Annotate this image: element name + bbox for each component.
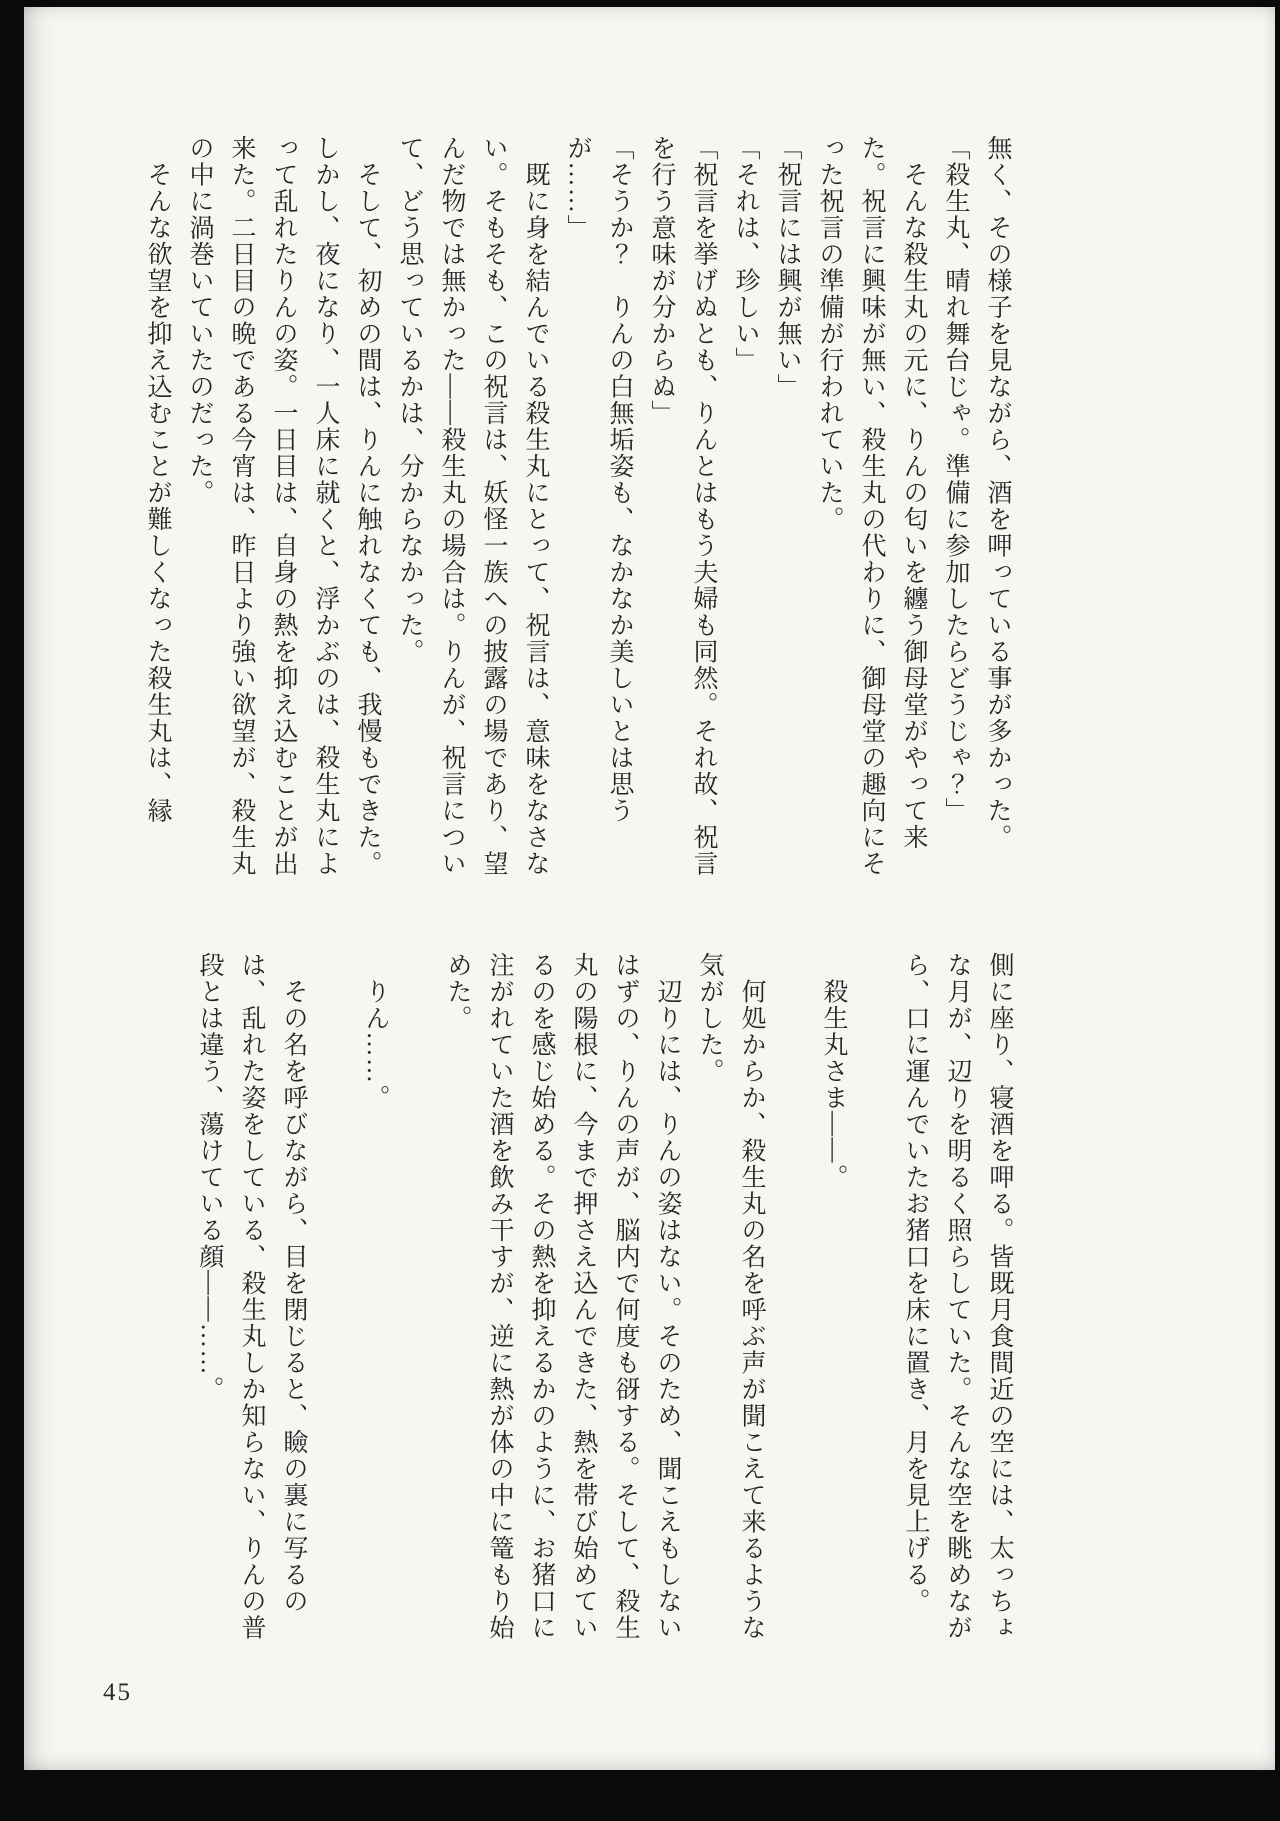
- paragraph: 何処からか、殺生丸の名を呼ぶ声が聞こえて来るような気がした。: [696, 952, 765, 1641]
- paragraph-dialogue: 「殺生丸、晴れ舞台じゃ。準備に参加したらどうじゃ？」: [942, 135, 969, 824]
- paragraph-monologue: りん……。: [362, 952, 389, 1111]
- page-number: 45: [103, 1679, 132, 1706]
- paragraph-dialogue: 「祝言には興が無い」: [774, 135, 801, 400]
- paragraph: 辺りには、りんの姿はない。そのため、聞こえもしないはずの、りんの声が、脳内で何度も谺する。そして、殺生丸の陽根に、今まで押さえ込んできた、熱を帯び始めているのを感じ始める。その熱を抑えるかのように、お猪口に注がれていた酒を飲み干すが、逆に熱が体の中に篭もり始めた。: [444, 952, 681, 1641]
- paragraph-dialogue: 「祝言を挙げぬとも、りんとはもう夫婦も同然。それ故、祝言を行う意味が分からぬ」: [648, 135, 717, 877]
- paragraph: 側に座り、寝酒を呷る。皆既月食間近の空には、太っちょな月が、辺りを明るく照らしていた。そんな空を眺めながら、口に運んでいたお猪口を床に置き、月を見上げる。: [902, 952, 1013, 1641]
- paragraph: 既に身を結んでいる殺生丸にとって、祝言は、意味をなさない。そもそも、この祝言は、妖怪一族への披露の場であり、望んだ物では無かった——殺生丸の場合は。りんが、祝言について、どう思っているかは、分からなかった。: [396, 135, 549, 877]
- paragraph: そんな欲望を抑え込むことが難しくなった殺生丸は、縁: [144, 135, 171, 824]
- paragraph: その名を呼びながら、目を閉じると、瞼の裏に写るのは、乱れた姿をしている、殺生丸しか知らない、りんの普段とは違う、蕩けている顔——……。: [196, 952, 307, 1641]
- paragraph: そんな殺生丸の元に、りんの匂いを纏う御母堂がやって来た。祝言に興味が無い、殺生丸の代わりに、御母堂の趣向にそった祝言の準備が行われていた。: [816, 135, 927, 877]
- paper-page: [24, 7, 1275, 1770]
- bottom-text-block: [188, 952, 1020, 1652]
- paragraph-dialogue: 「そうか？ りんの白無垢姿も、なかなか美しいとは思うが……」: [564, 135, 633, 824]
- paragraph-monologue: 殺生丸さま——。: [820, 952, 847, 1191]
- paragraph: そして、初めの間は、りんに触れなくても、我慢もできた。しかし、夜になり、一人床に就くと、浮かぶのは、殺生丸によって乱れたりんの姿。一日目は、自身の熱を抑え込むことが出来た。二日目の晩である今宵は、昨日より強い欲望が、殺生丸の中に渦巻いていたのだった。: [186, 135, 381, 877]
- paragraph-dialogue: 「それは、珍しい」: [732, 135, 759, 374]
- top-text-block: [136, 135, 1018, 877]
- paragraph: 無く、その様子を見ながら、酒を呷っている事が多かった。: [984, 135, 1011, 851]
